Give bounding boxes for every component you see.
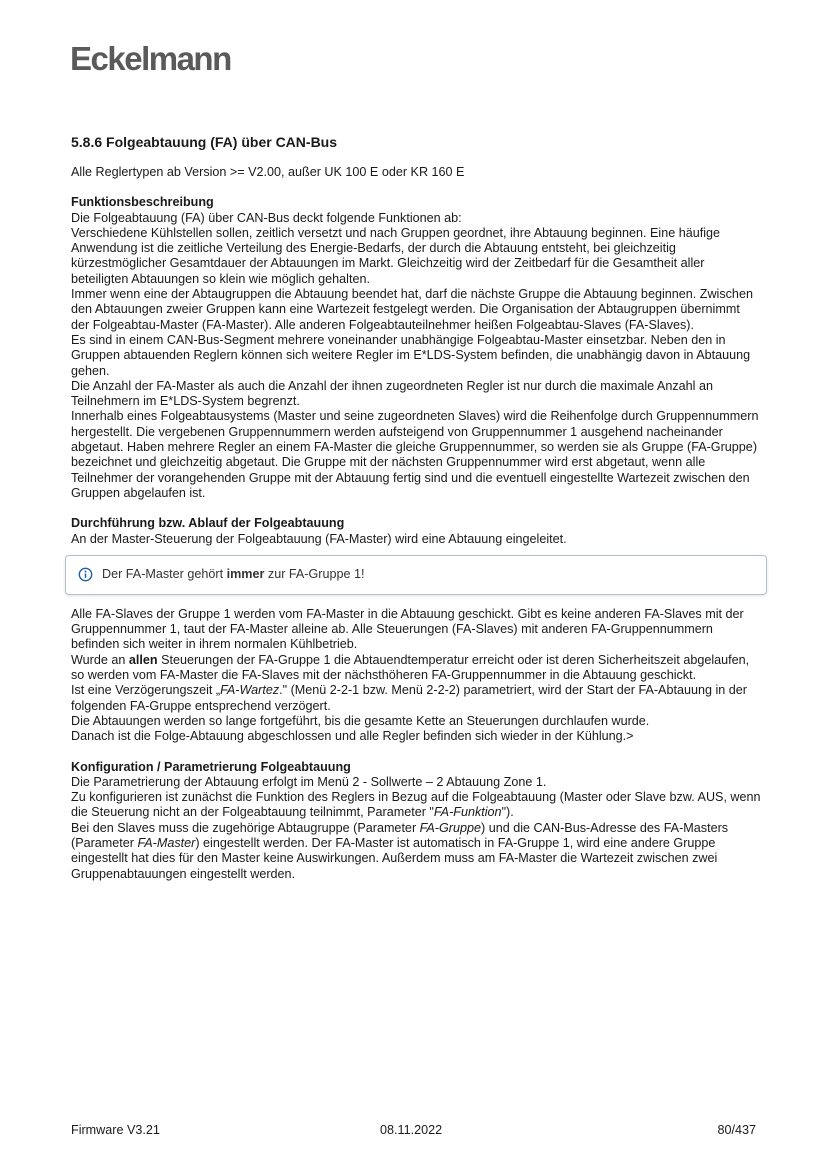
eckelmann-logo: Eckelmann [70,40,231,77]
konfiguration-heading: Konfiguration / Parametrierung Folgeabtauung [71,759,351,774]
body-paragraph: Bei den Slaves muss die zugehörige Abtaugruppe (Parameter FA-Gruppe) und die CAN-Bus-Adresse des FA-Masters (Parameter FA-Master) eingestellt werden. Der FA-Master ist automatisch in FA-Gruppe 1, wird eine andere Gruppe eingestellt hat dies für den Master keine Auswirkungen. Außerdem muss am FA-Master die Wartezeit zwischen zwei Gruppenabtauungen eingestellt werden. [71,820,729,881]
section-title: 5.8.6 Folgeabtauung (FA) über CAN-Bus [71,134,338,150]
body-paragraph: Verschiedene Kühlstellen sollen, zeitlich versetzt und nach Gruppen geordnet, ihre Abtauung beginnen. Eine häufige Anwendung ist die zeitliche Verteilung des Energie-Bedarfs, der durch die Abtauung entsteht, bei gleichzeitig kürzestmöglicher Gesamtdauer der Abtauungen im Markt. Gleichzeitig wird der Zeitbedarf für die Gesamtheit aller beteiligten Abtauungen so klein wie möglich gehalten. [71,225,721,286]
body-paragraph: Zu konfigurieren ist zunächst die Funktion des Reglers in Bezug auf die Folgeabtauung (Master oder Slave bzw. AUS, wenn die Steuerung nicht an der Folgeabtauung teilnimmt, Parameter "FA-Funktion"). [71,790,761,820]
footer-page-number: 80/437 [717,1123,756,1137]
footer-firmware: Firmware V3.21 [71,1123,160,1137]
funktionsbeschreibung-heading: Funktionsbeschreibung [71,195,214,210]
info-note-text: Der FA-Master gehört immer zur FA-Gruppe 1! [102,567,365,582]
body-paragraph: Die Abtauungen werden so lange fortgeführt, bis die gesamte Kette an Steuerungen durchlaufen wurde. [71,713,650,728]
document-body [71,165,761,882]
body-paragraph: An der Master-Steuerung der Folgeabtauung (FA-Master) wird eine Abtauung eingeleitet. [71,531,567,546]
version-note: Alle Reglertypen ab Version >= V2.00, außer UK 100 E oder KR 160 E [71,165,465,179]
body-paragraph: Die Parametrierung der Abtauung erfolgt im Menü 2 - Sollwerte – 2 Abtauung Zone 1. [71,774,547,789]
body-paragraph: Innerhalb eines Folgeabtausystems (Master und seine zugeordneten Slaves) wird die Reihenfolge durch Gruppennummern hergestellt. Die vergebenen Gruppennummern werden aufsteigend von Gruppennummer 1 ausgehend nacheinander abgetaut. Haben mehrere Regler an einem FA-Master die gleiche Gruppennummer, so werden sie als Gruppe (FA-Gruppe) bezeichnet und gleichzeitig abgetaut. Die Gruppe mit der nächsten Gruppennummer wird erst abgetaut, wenn alle Teilnehmer der vorangehenden Gruppe mit der Abtauung fertig sind und die eventuell eingestellte Wartezeit zwischen den Gruppen abgelaufen ist. [71,409,759,500]
footer-date: 08.11.2022 [380,1123,443,1137]
body-paragraph: Die Anzahl der FA-Master als auch die Anzahl der ihnen zugeordneten Regler ist nur durch die maximale Anzahl an Teilnehmern im E*LDS-System begrenzt. [71,378,713,409]
body-paragraph: Ist eine Verzögerungszeit „FA-Wartez." (Menü 2-2-1 bzw. Menü 2-2-2) parametriert, wird der Start der FA-Abtauung in der folgenden FA-Gruppe entsprechend verzögert. [71,683,747,713]
ablauf-heading: Durchführung bzw. Ablauf der Folgeabtauung [71,516,345,531]
body-paragraph: Alle FA-Slaves der Gruppe 1 werden vom FA-Master in die Abtauung geschickt. Gibt es keine anderen FA-Slaves mit der Gruppennummer 1, taut der FA-Master alleine ab. Alle Steuerungen (FA-Slaves) mit anderen FA-Gruppennummern befinden sich weiter in ihrem normalen Kühlbetrieb. [71,606,744,652]
info-icon [78,567,93,582]
body-paragraph: Danach ist die Folge-Abtauung abgeschlossen und alle Regler befinden sich wieder in der Kühlung.> [71,729,634,744]
body-paragraph: Wurde an allen Steuerungen der FA-Gruppe 1 die Abtauendtemperatur erreicht oder ist deren Sicherheitszeit abgelaufen, so werden vom FA-Master die FA-Slaves mit der nächsthöheren FA-Gruppennummer in die Abtauung geschickt. [71,652,750,683]
body-paragraph: Die Folgeabtauung (FA) über CAN-Bus deckt folgende Funktionen ab: [71,210,462,225]
body-paragraph: Immer wenn eine der Abtaugruppen die Abtauung beendet hat, darf die nächste Gruppe die Abtauung beginnen. Zwischen den Abtauungen zweier Gruppen kann eine Wartezeit festgelegt werden. Die Organisation der Abtaugruppen übernimmt der Folgeabtau-Master (FA-Master). Alle anderen Folgeabtauteilnehmer heißen Folgeabtau-Slaves (FA-Slaves). [71,287,753,332]
body-paragraph: Es sind in einem CAN-Bus-Segment mehrere voneinander unabhängige Folgeabtau-Master einsetzbar. Neben den in Gruppen abtauenden Reglern können sich weitere Regler im E*LDS-System befinden, die unabhängig davon in Abtauung gehen. [71,332,751,378]
info-note-box [65,555,767,595]
